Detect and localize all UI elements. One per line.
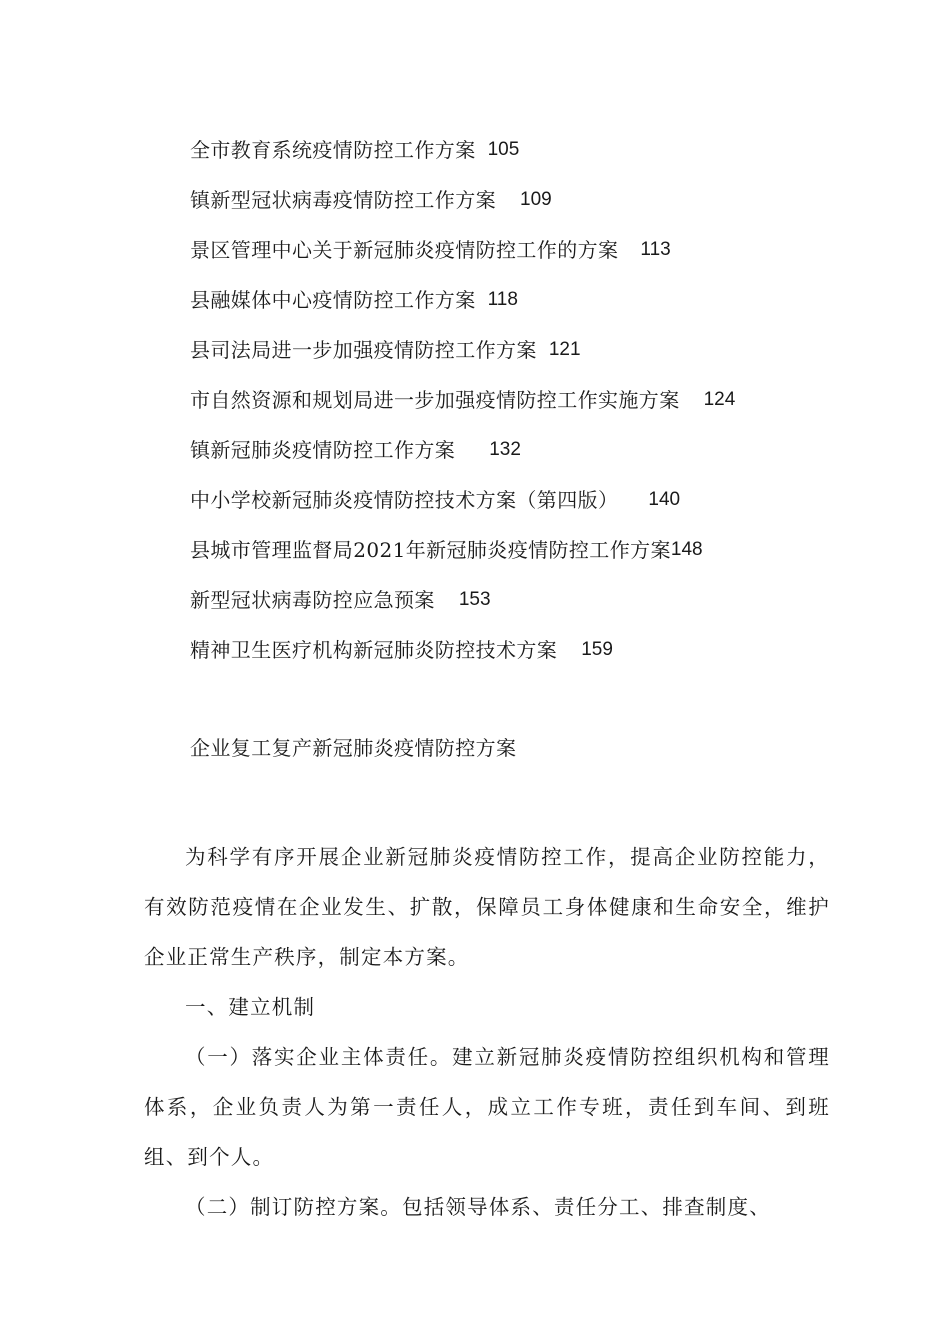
toc-entry-page: 109	[520, 189, 552, 210]
toc-entry[interactable]	[190, 284, 870, 334]
paragraph: 为科学有序开展企业新冠肺炎疫情防控工作，提高企业防控能力，有效防范疫情在企业发生、扩散，保障员工身体健康和生命安全，维护企业正常生产秩序，制定本方案。	[144, 845, 830, 969]
toc-entry[interactable]	[190, 484, 870, 534]
toc-entry-title: 全市教育系统疫情防控工作方案	[190, 138, 476, 162]
paragraph: （一）落实企业主体责任。建立新冠肺炎疫情防控组织机构和管理体系，企业负责人为第一责任人，成立工作专班，责任到车间、到班组、到个人。	[144, 1045, 830, 1169]
toc-entry-title: 景区管理中心关于新冠肺炎疫情防控工作的方案	[190, 238, 619, 262]
toc-entry[interactable]	[190, 434, 870, 484]
toc-entry-page: 118	[487, 289, 518, 310]
toc-entry[interactable]	[190, 634, 870, 684]
toc-entry[interactable]	[190, 334, 870, 384]
paragraph: （二）制订防控方案。包括领导体系、责任分工、排查制度、	[185, 1195, 771, 1219]
toc-entry-title: 市自然资源和规划局进一步加强疫情防控工作实施方案	[190, 388, 680, 412]
toc-entry-page: 159	[581, 639, 613, 660]
toc-entry[interactable]	[190, 134, 870, 184]
toc-entry-page: 124	[703, 389, 736, 410]
toc-entry[interactable]	[190, 534, 870, 584]
toc-entry-page: 113	[640, 239, 671, 260]
toc-entry-title: 镇新冠肺炎疫情防控工作方案	[190, 438, 456, 462]
toc-entry-title: 中小学校新冠肺炎疫情防控技术方案（第四版）	[190, 488, 619, 512]
toc-entry[interactable]	[190, 184, 870, 234]
toc-entry-title: 镇新型冠状病毒疫情防控工作方案	[190, 188, 496, 212]
toc-entry-page: 148	[670, 539, 703, 560]
table-of-contents	[190, 134, 870, 684]
toc-entry-page: 105	[487, 139, 520, 160]
toc-entry-title: 精神卫生医疗机构新冠肺炎防控技术方案	[190, 638, 558, 662]
toc-entry[interactable]	[190, 234, 870, 284]
toc-entry-page: 153	[458, 589, 491, 610]
toc-entry-page: 140	[648, 489, 681, 510]
toc-entry-title: 县司法局进一步加强疫情防控工作方案	[190, 338, 537, 362]
toc-entry-page: 121	[548, 339, 581, 360]
toc-entry-title: 县融媒体中心疫情防控工作方案	[190, 288, 476, 312]
section-title: 企业复工复产新冠肺炎疫情防控方案	[190, 736, 517, 760]
toc-entry-title: 新型冠状病毒防控应急预案	[190, 588, 435, 612]
toc-entry-title: 县城市管理监督局2021年新冠肺炎疫情防控工作方案	[190, 538, 671, 562]
body-text	[144, 832, 830, 1232]
toc-entry[interactable]	[190, 584, 870, 634]
toc-entry[interactable]	[190, 384, 870, 434]
toc-entry-page: 132	[489, 439, 521, 460]
paragraph-heading: 一、建立机制	[185, 995, 316, 1019]
